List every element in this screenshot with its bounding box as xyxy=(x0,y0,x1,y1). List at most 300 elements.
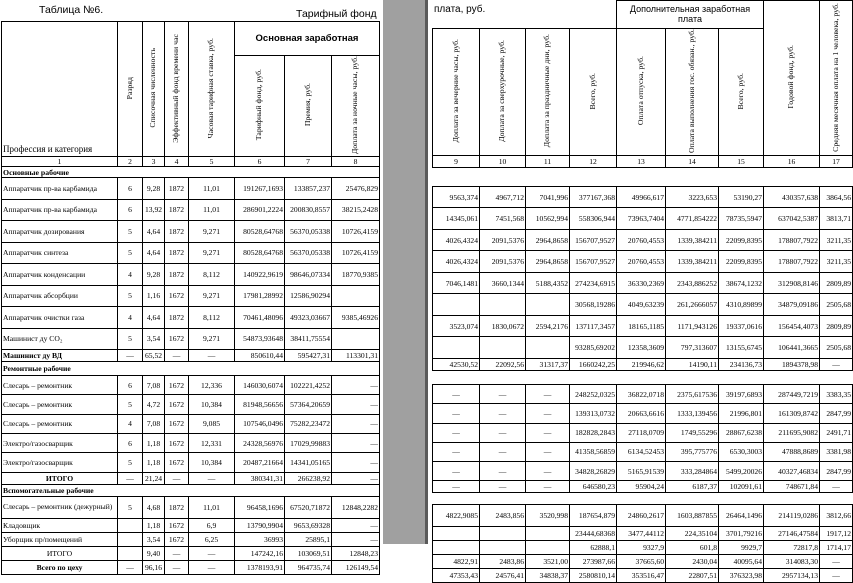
cell: 4026,4324 xyxy=(433,229,480,251)
col-header-overtime-pay: Доплата за сверхурочные, руб. xyxy=(497,40,507,142)
cell: 178807,7922 xyxy=(764,229,820,251)
col-header-additional-salary: Дополнительная заработная плата xyxy=(617,1,764,29)
cell: 25476,829 xyxy=(332,178,380,200)
cell: 22099,8395 xyxy=(719,251,764,273)
cell: 6530,3003 xyxy=(719,442,764,461)
cell: 31317,37 xyxy=(526,358,570,370)
cell: 3523,074 xyxy=(433,315,480,337)
cell: — xyxy=(189,350,235,362)
cell: 266238,92 xyxy=(285,472,332,484)
cell: 42530,52 xyxy=(433,358,480,370)
cell: — xyxy=(165,472,189,484)
cell: — xyxy=(332,472,380,484)
cell: 1,18 xyxy=(143,433,165,452)
table-row xyxy=(433,294,853,316)
cell: 5 xyxy=(118,395,143,414)
cell: 3812,66 xyxy=(820,505,853,527)
cell: 9,28 xyxy=(143,264,165,286)
cell: 377167,368 xyxy=(570,186,617,208)
cell: 2964,8658 xyxy=(526,229,570,251)
cell: 2091,5376 xyxy=(480,251,526,273)
cell: 964735,74 xyxy=(285,560,332,574)
cell: 9653,69328 xyxy=(285,518,332,532)
column-number: 11 xyxy=(526,155,570,167)
cell: 380341,31 xyxy=(235,472,285,484)
cell: 287449,7219 xyxy=(764,384,820,403)
section-rem: Ремонтные рабочие xyxy=(2,362,380,376)
cell xyxy=(433,527,480,541)
table-row xyxy=(2,178,380,200)
tariff-table-right xyxy=(432,0,853,583)
table-row xyxy=(433,442,853,461)
cell: 27146,47584 xyxy=(764,527,820,541)
cell xyxy=(480,294,526,316)
cell: 273987,66 xyxy=(570,555,617,569)
cell: — xyxy=(332,376,380,395)
cell: 126149,54 xyxy=(332,560,380,574)
row-label: ИТОГО xyxy=(2,472,118,484)
cell: — xyxy=(189,560,235,574)
cell: 1171,943126 xyxy=(666,315,719,337)
cell: 1,18 xyxy=(143,453,165,472)
cell: 80528,64768 xyxy=(235,242,285,264)
cell: 70461,48096 xyxy=(235,307,285,329)
cell: — xyxy=(480,404,526,423)
cell: 147242,16 xyxy=(235,546,285,560)
cell: 41358,56859 xyxy=(570,442,617,461)
col-header-profession: Профессия и категория xyxy=(2,22,118,157)
cell: 8,112 xyxy=(189,307,235,329)
cell: 56370,05338 xyxy=(285,221,332,243)
table-row xyxy=(2,264,380,286)
cell: 637042,5387 xyxy=(764,208,820,230)
cell: 13790,9904 xyxy=(235,518,285,532)
table-row xyxy=(2,472,380,484)
cell: 98646,07334 xyxy=(285,264,332,286)
section-vsp: Вспомогательные рабочие xyxy=(2,484,380,496)
cell: 96458,1696 xyxy=(235,496,285,518)
cell: 65,52 xyxy=(143,350,165,362)
table-row xyxy=(433,272,853,294)
cell: 34828,26829 xyxy=(570,462,617,481)
cell: 67520,71872 xyxy=(285,496,332,518)
row-label: Электро/газосварщик xyxy=(2,453,118,472)
cell: — xyxy=(433,384,480,403)
cell: 7,08 xyxy=(143,376,165,395)
cell: 1830,0672 xyxy=(480,315,526,337)
cell: 14190,11 xyxy=(666,358,719,370)
table-row xyxy=(433,423,853,442)
cell: 191267,1693 xyxy=(235,178,285,200)
cell: 1917,12 xyxy=(820,527,853,541)
cell: 73963,7404 xyxy=(617,208,666,230)
cell: 113301,31 xyxy=(332,350,380,362)
cell: 22092,56 xyxy=(480,358,526,370)
cell: — xyxy=(820,481,853,493)
row-label: Всего по цеху xyxy=(2,560,118,574)
cell: 7,08 xyxy=(143,414,165,433)
cell: — xyxy=(820,569,853,583)
cell: 558306,944 xyxy=(570,208,617,230)
cell: 4771,854222 xyxy=(666,208,719,230)
column-number: 5 xyxy=(189,157,235,167)
cell: 11,01 xyxy=(189,178,235,200)
cell: 95904,24 xyxy=(617,481,666,493)
cell: 187654,879 xyxy=(570,505,617,527)
table-caption-right: Тарифный фонд xyxy=(296,8,377,20)
cell: — xyxy=(118,350,143,362)
column-number: 10 xyxy=(480,155,526,167)
cell: 156707,9527 xyxy=(570,251,617,273)
cell: — xyxy=(165,560,189,574)
cell: 2809,89 xyxy=(820,315,853,337)
col-header-annual-fund: Годовой фонд, руб. xyxy=(786,45,796,109)
cell: 850610,44 xyxy=(235,350,285,362)
cell: 1339,384211 xyxy=(666,251,719,273)
cell: 797,313607 xyxy=(666,337,719,359)
cell: 26464,1496 xyxy=(719,505,764,527)
cell: 3383,35 xyxy=(820,384,853,403)
cell: 601,8 xyxy=(666,541,719,555)
cell xyxy=(118,518,143,532)
cell: 14341,05165 xyxy=(285,453,332,472)
col-header-state-duties: Оплата выполнения гос. обязан., руб. xyxy=(686,29,696,153)
cell: 12848,23 xyxy=(332,546,380,560)
cell: 1672 xyxy=(165,433,189,452)
cell: 1672 xyxy=(165,285,189,307)
row-label: Уборщик пр/помещений xyxy=(2,532,118,546)
tariff-table-left xyxy=(1,21,380,575)
cell xyxy=(118,532,143,546)
cell: 18770,9385 xyxy=(332,264,380,286)
cell: 103069,51 xyxy=(285,546,332,560)
cell: 1872 xyxy=(165,264,189,286)
cell: 9,271 xyxy=(189,328,235,350)
cell: 1872 xyxy=(165,496,189,518)
cell: 81948,56656 xyxy=(235,395,285,414)
cell: 5 xyxy=(118,285,143,307)
cell: 6 xyxy=(118,199,143,221)
cell: 11,01 xyxy=(189,199,235,221)
cell: 748671,84 xyxy=(764,481,820,493)
table-row xyxy=(433,186,853,208)
cell: 4 xyxy=(118,307,143,329)
table-row xyxy=(2,376,380,395)
row-label: ИТОГО xyxy=(2,546,118,560)
cell: 2957134,13 xyxy=(764,569,820,583)
col-header-tariff-fund: Тарифный фонд, руб. xyxy=(254,69,264,141)
cell: 34838,37 xyxy=(526,569,570,583)
cell: 12,331 xyxy=(189,433,235,452)
col-header-evening-pay: Доплата за вечерние часы, руб. xyxy=(450,39,460,143)
cell xyxy=(332,328,380,350)
table-row xyxy=(2,328,380,350)
cell: — xyxy=(526,384,570,403)
cell: 219946,62 xyxy=(617,358,666,370)
cell: — xyxy=(433,404,480,423)
cell: 9,28 xyxy=(143,178,165,200)
cell: 18165,1185 xyxy=(617,315,666,337)
cell: 36330,2369 xyxy=(617,272,666,294)
cell xyxy=(433,541,480,555)
cell: 38674,1232 xyxy=(719,272,764,294)
table-row xyxy=(2,414,380,433)
cell: 376323,98 xyxy=(719,569,764,583)
cell: 2809,89 xyxy=(820,272,853,294)
cell xyxy=(526,527,570,541)
table-row xyxy=(433,569,853,583)
cell: 38215,2428 xyxy=(332,199,380,221)
cell: 4,68 xyxy=(143,496,165,518)
cell: 146030,6074 xyxy=(235,376,285,395)
cell: 1,16 xyxy=(143,285,165,307)
cell: 139313,0732 xyxy=(570,404,617,423)
cell: 1603,887855 xyxy=(666,505,719,527)
cell: 23444,68368 xyxy=(570,527,617,541)
cell: 2847,99 xyxy=(820,462,853,481)
cell: — xyxy=(480,462,526,481)
cell: 53190,27 xyxy=(719,186,764,208)
cell: 4310,89899 xyxy=(719,294,764,316)
table-row xyxy=(433,358,853,370)
column-number: 17 xyxy=(820,155,853,167)
cell: 12586,90294 xyxy=(285,285,332,307)
cell: 286901,2224 xyxy=(235,199,285,221)
cell: — xyxy=(820,358,853,370)
section-row xyxy=(433,493,853,505)
cell: 30568,19286 xyxy=(570,294,617,316)
cell: — xyxy=(189,472,235,484)
section-row xyxy=(433,370,853,384)
cell: 17981,28992 xyxy=(235,285,285,307)
row-label: Слесарь – ремонтник (дежурный) xyxy=(2,496,118,518)
cell: — xyxy=(332,532,380,546)
cell: 3813,71 xyxy=(820,208,853,230)
col-header-time-fund: Эффективный фонд времени час xyxy=(171,33,181,143)
cell: 2091,5376 xyxy=(480,229,526,251)
col-header-grade: Разряд xyxy=(124,76,134,100)
row-label: Слесарь – ремонтник xyxy=(2,395,118,414)
cell: 9385,46926 xyxy=(332,307,380,329)
cell: — xyxy=(332,433,380,452)
cell: — xyxy=(480,384,526,403)
cell: 2491,71 xyxy=(820,423,853,442)
cell: — xyxy=(189,546,235,560)
cell: 1672 xyxy=(165,376,189,395)
cell: 1672 xyxy=(165,328,189,350)
cell: 10562,994 xyxy=(526,208,570,230)
cell: 2594,2176 xyxy=(526,315,570,337)
cell: 1749,55296 xyxy=(666,423,719,442)
left-page xyxy=(0,0,383,572)
cell: — xyxy=(526,462,570,481)
cell: 38411,75554 xyxy=(285,328,332,350)
cell: 5 xyxy=(118,221,143,243)
cell: 214119,0286 xyxy=(764,505,820,527)
cell: 2343,886252 xyxy=(666,272,719,294)
table-row xyxy=(2,496,380,518)
column-number: 13 xyxy=(617,155,666,167)
cell: 36993 xyxy=(235,532,285,546)
cell: 274234,6915 xyxy=(570,272,617,294)
cell: 6187,37 xyxy=(666,481,719,493)
cell: 353516,47 xyxy=(617,569,666,583)
cell: 595427,31 xyxy=(285,350,332,362)
cell: 2847,99 xyxy=(820,404,853,423)
cell: 3701,79216 xyxy=(719,527,764,541)
table-row xyxy=(2,221,380,243)
cell: — xyxy=(118,560,143,574)
cell: — xyxy=(332,414,380,433)
table-row xyxy=(2,546,380,560)
col-header-base-salary: Основная заработная xyxy=(235,22,380,56)
cell: 1872 xyxy=(165,199,189,221)
cell: — xyxy=(820,555,853,569)
cell: — xyxy=(118,472,143,484)
cell: 21,24 xyxy=(143,472,165,484)
cell: — xyxy=(526,423,570,442)
cell: 4822,9085 xyxy=(433,505,480,527)
cell xyxy=(480,337,526,359)
cell: 4 xyxy=(118,264,143,286)
cell: 25895,1 xyxy=(285,532,332,546)
cell: 34879,09186 xyxy=(764,294,820,316)
cell: — xyxy=(165,350,189,362)
cell: 1660242,25 xyxy=(570,358,617,370)
page-gap xyxy=(383,0,425,544)
section-row xyxy=(2,484,380,496)
cell: 22099,8395 xyxy=(719,229,764,251)
cell: 178807,7922 xyxy=(764,251,820,273)
column-number: 16 xyxy=(764,155,820,167)
cell: 75282,23472 xyxy=(285,414,332,433)
section-main-workers: Основные рабочие xyxy=(2,167,380,178)
cell: — xyxy=(526,481,570,493)
cell: 1333,139456 xyxy=(666,404,719,423)
row-label: Кладовщик xyxy=(2,518,118,532)
table-row xyxy=(2,532,380,546)
cell: 3477,44112 xyxy=(617,527,666,541)
cell: 4967,712 xyxy=(480,186,526,208)
cell: 5 xyxy=(118,496,143,518)
cell: 54873,93648 xyxy=(235,328,285,350)
table-row xyxy=(433,229,853,251)
cell xyxy=(526,541,570,555)
cell xyxy=(332,285,380,307)
cell: 107546,0496 xyxy=(235,414,285,433)
cell: 20760,4553 xyxy=(617,229,666,251)
cell: — xyxy=(433,462,480,481)
cell xyxy=(480,541,526,555)
table-row xyxy=(433,541,853,555)
cell: 5499,20026 xyxy=(719,462,764,481)
cell: 224,35104 xyxy=(666,527,719,541)
cell: 211695,9082 xyxy=(764,423,820,442)
cell: 1672 xyxy=(165,395,189,414)
col-header-night-pay: Доплата за ночные часы, руб. xyxy=(350,56,360,155)
row-label: Аппаратчик пр-ва карбамида xyxy=(2,178,118,200)
cell: 10726,4159 xyxy=(332,221,380,243)
cell: — xyxy=(332,518,380,532)
table-row xyxy=(433,527,853,541)
col-header-avg-monthly: Средняя месячная оплата на 1 человека, руб. xyxy=(830,2,840,152)
cell: 56370,05338 xyxy=(285,242,332,264)
cell: 13,92 xyxy=(143,199,165,221)
cell: 12848,2282 xyxy=(332,496,380,518)
cell: 1672 xyxy=(165,532,189,546)
right-page xyxy=(425,0,852,581)
cell: — xyxy=(165,546,189,560)
cell: 9327,9 xyxy=(617,541,666,555)
cell: 12358,3609 xyxy=(617,337,666,359)
cell: 4 xyxy=(118,414,143,433)
cell: 28867,6238 xyxy=(719,423,764,442)
cell: 9,40 xyxy=(143,546,165,560)
cell: 5 xyxy=(118,328,143,350)
cell: — xyxy=(433,423,480,442)
cell: 49323,03667 xyxy=(285,307,332,329)
row-label: Машинист ду СО₂ xyxy=(2,328,118,350)
cell: 395,775776 xyxy=(666,442,719,461)
cell: 14345,061 xyxy=(433,208,480,230)
cell: 1714,17 xyxy=(820,541,853,555)
cell: 9563,374 xyxy=(433,186,480,208)
table-row xyxy=(433,251,853,273)
column-number: 4 xyxy=(165,157,189,167)
cell: 5 xyxy=(118,242,143,264)
cell: 62888,1 xyxy=(570,541,617,555)
table-row xyxy=(2,242,380,264)
cell: 20760,4553 xyxy=(617,251,666,273)
cell: 140922,9619 xyxy=(235,264,285,286)
col-header-headcount: Списочная численность xyxy=(148,48,158,128)
cell xyxy=(526,337,570,359)
cell: — xyxy=(332,395,380,414)
row-label: Аппаратчик синтеза xyxy=(2,242,118,264)
column-number: 7 xyxy=(285,157,332,167)
cell: 2483,86 xyxy=(480,555,526,569)
cell: 4822,91 xyxy=(433,555,480,569)
cell: 4026,4324 xyxy=(433,251,480,273)
table-row xyxy=(433,404,853,423)
cell: 7451,568 xyxy=(480,208,526,230)
cell: 6 xyxy=(118,433,143,452)
cell: — xyxy=(480,442,526,461)
cell: 9,085 xyxy=(189,414,235,433)
row-label: Электро/газосварщик xyxy=(2,433,118,452)
col-header-total-additional: Всего, руб. xyxy=(735,72,745,110)
table-row xyxy=(2,518,380,532)
cell xyxy=(433,294,480,316)
cell: 9929,7 xyxy=(719,541,764,555)
cell: 1894378,98 xyxy=(764,358,820,370)
cell: 19337,0616 xyxy=(719,315,764,337)
cell: 1672 xyxy=(165,414,189,433)
cell xyxy=(480,527,526,541)
cell: 49966,617 xyxy=(617,186,666,208)
cell: 4049,63239 xyxy=(617,294,666,316)
table-row xyxy=(2,199,380,221)
cell: 11,01 xyxy=(189,496,235,518)
cell: 9,271 xyxy=(189,242,235,264)
row-label: Слесарь – ремонтник xyxy=(2,376,118,395)
cell: 40327,46834 xyxy=(764,462,820,481)
cell: 234136,73 xyxy=(719,358,764,370)
cell: 430357,638 xyxy=(764,186,820,208)
table-row xyxy=(433,337,853,359)
cell xyxy=(118,546,143,560)
cell: 40095,64 xyxy=(719,555,764,569)
